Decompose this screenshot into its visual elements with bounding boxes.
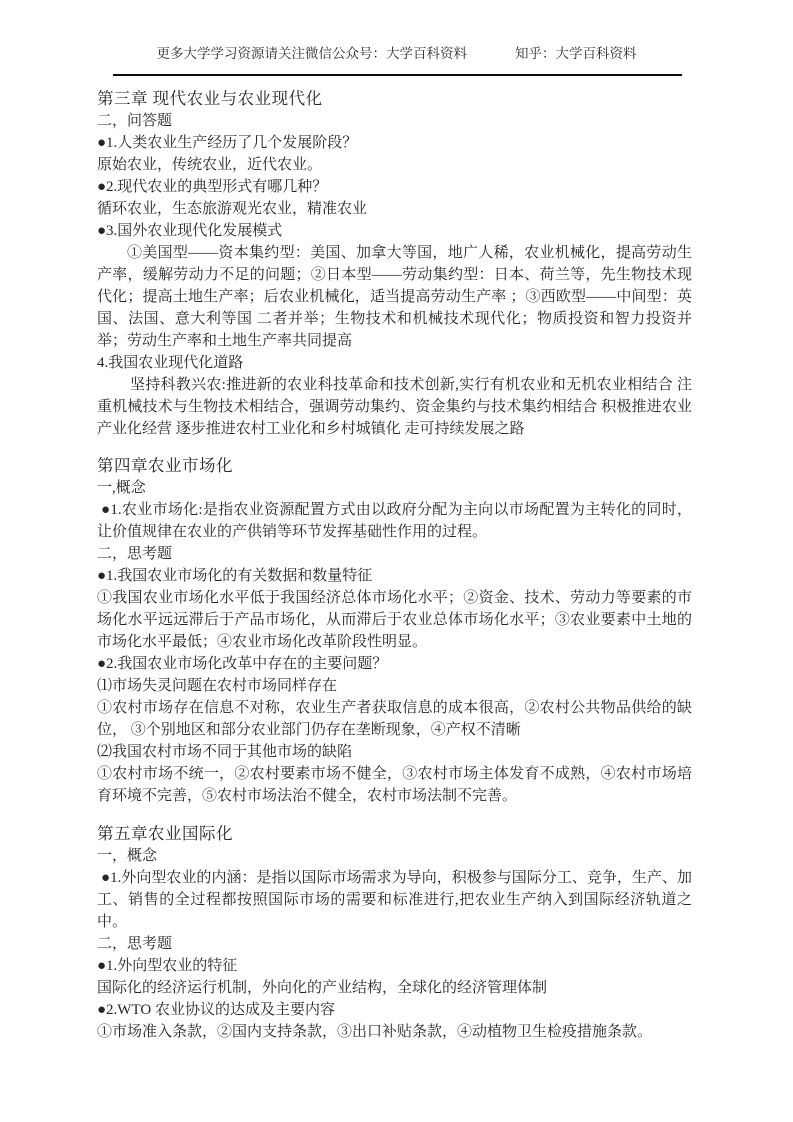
section-label: 二，思考题 xyxy=(97,936,173,952)
section-gap xyxy=(97,440,692,455)
chapter-heading: 第三章 现代农业与农业现代化 xyxy=(97,89,323,108)
chapter-heading: 第五章农业国际化 xyxy=(97,824,233,843)
section-label: 一,概念 xyxy=(97,480,146,496)
document-body xyxy=(97,76,692,1043)
question-line: ●1.人类农业生产经历了几个发展阶段？ xyxy=(97,135,358,151)
question-line: ●2.WTO 农业协议的达成及主要内容 xyxy=(97,1002,335,1018)
answer-line: 循环农业，生态旅游观光农业，精准农业 xyxy=(97,201,368,217)
answer-paragraph: 坚持科教兴农:推进新的农业科技革命和技术创新,实行有机农业和无机农业相结合 注重机械技术与生物技术相结合，强调劳动集约、资金集约与技术集约相结合 积极推进农业产业化经营 逐步推进农村工业化和乡村城镇化 走可持续发展之路 xyxy=(97,377,692,437)
section-label: 二，思考题 xyxy=(97,546,173,562)
answer-line: 原始农业，传统农业，近代农业。 xyxy=(97,157,323,173)
section-label: 二，问答题 xyxy=(97,113,173,129)
question-line: ●2.现代农业的典型形式有哪几种？ xyxy=(97,179,328,195)
answer-paragraph: ①我国农业市场化水平低于我国经济总体市场化水平；②资金、技术、劳动力等要素的市场化水平远远滞后于产品市场化，从而滞后于农业总体市场化水平；③农业要素中土地的市场化水平最低；④农业市场化改革阶段性明显。 xyxy=(97,590,692,650)
answer-paragraph: ①美国型——资本集约型：美国、加拿大等国，地广人稀，农业机械化，提高劳动生产率，缓解劳动力不足的问题；②日本型——劳动集约型：日本、荷兰等，先生物技术现代化；提高土地生产率；后农业机械化，适当提高劳动生产率 ；③西欧型——中间型：英国、法国、意大利等国 二者并举；生物技术和机械技术现代化；物质投资和智力投资并举；劳动生产率和土地生产率共同提高 xyxy=(97,245,692,349)
question-line: 4.我国农业现代化道路 xyxy=(97,355,244,371)
sub-question-line: ⑵我国农村市场不同于其他市场的缺陷 xyxy=(97,744,353,760)
chapter-heading: 第四章农业市场化 xyxy=(97,456,233,475)
question-line: ●3.国外农业现代化发展模式 xyxy=(97,223,283,239)
section-gap xyxy=(97,807,692,823)
answer-paragraph: ①农村市场不统一，②农村要素市场不健全，③农村市场主体发育不成熟，④农村市场培育环境不完善，⑤农村市场法治不健全，农村市场法制不完善。 xyxy=(97,766,692,804)
header-note-wechat: 更多大学学习资源请关注微信公众号：大学百科资料 xyxy=(156,46,467,61)
header-note-zhihu: 知乎：大学百科资料 xyxy=(515,46,637,61)
question-line: ●1.我国农业市场化的有关数据和数量特征 xyxy=(97,568,373,584)
answer-line: ①市场准入条款，②国内支持条款，③出口补贴条款，④动植物卫生检疫措施条款。 xyxy=(97,1024,653,1040)
answer-line: 国际化的经济运行机制，外向化的产业结构，全球化的经济管理体制 xyxy=(97,980,548,996)
definition-paragraph: ●1.农业市场化:是指农业资源配置方式由以政府分配为主向以市场配置为主转化的同时，让价值规律在农业的产供销等环节发挥基础性作用的过程。 xyxy=(97,502,692,540)
definition-paragraph: ●1.外向型农业的内涵：是指以国际市场需求为导向，积极参与国际分工、竞争，生产、加工、销售的全过程都按照国际市场的需要和标准进行,把农业生产纳入到国际经济轨道之中。 xyxy=(97,870,692,930)
page-header xyxy=(0,0,793,62)
answer-paragraph: ①农村市场存在信息不对称，农业生产者获取信息的成本很高，②农村公共物品供给的缺位， ③个别地区和部分农业部门仍存在垄断现象，④产权不清晰 xyxy=(97,700,692,738)
question-line: ●1.外向型农业的特征 xyxy=(97,958,238,974)
sub-question-line: ⑴市场失灵问题在农村市场同样存在 xyxy=(97,678,338,694)
section-label: 一，概念 xyxy=(97,848,158,864)
question-line: ●2.我国农业市场化改革中存在的主要问题？ xyxy=(97,656,388,672)
